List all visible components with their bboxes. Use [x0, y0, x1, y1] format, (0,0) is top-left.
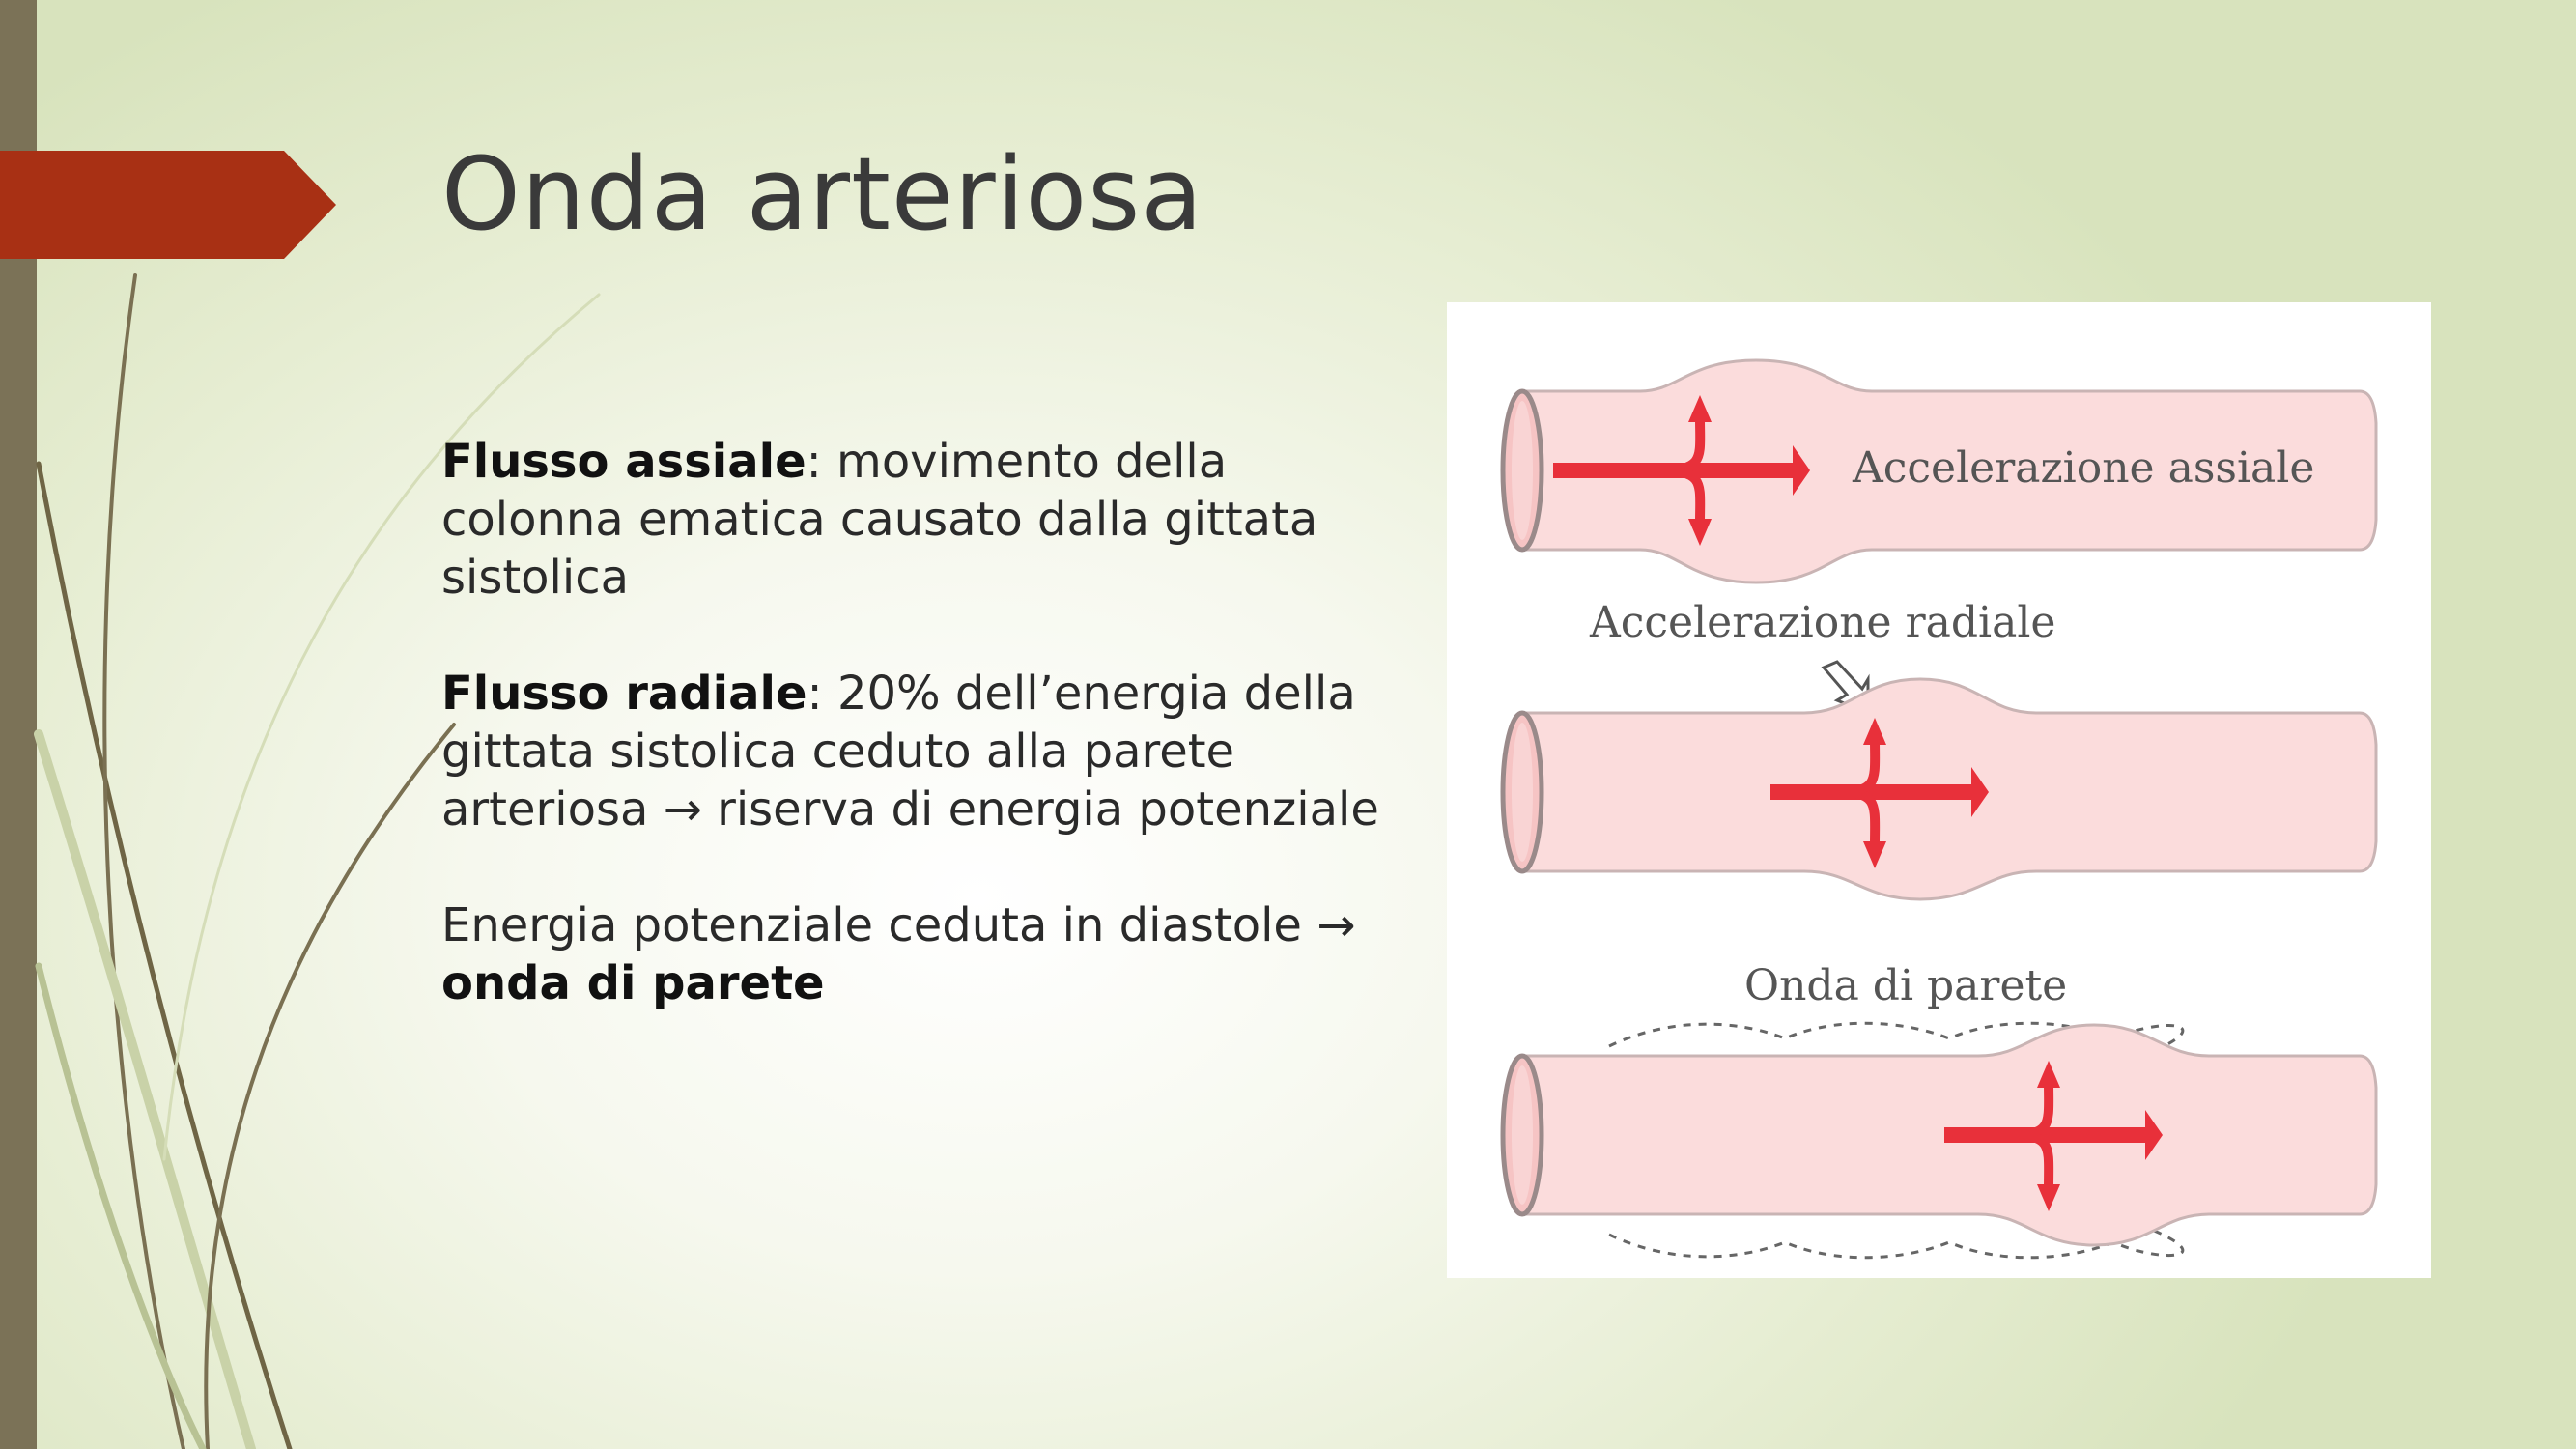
arterial-wave-figure [1447, 302, 2431, 1278]
vessel-radial [1503, 679, 2376, 899]
page-title: Onda arteriosa [441, 135, 1204, 253]
grass-stroke-2 [104, 275, 184, 1449]
term-wall-wave: onda di parete [441, 956, 825, 1010]
paragraph-radial-flow [441, 665, 1407, 838]
vessel-axial [1503, 360, 2376, 582]
body-text [441, 433, 1407, 1070]
term-radial-flow: Flusso radiale [441, 667, 807, 721]
text-radial-flow: : 20% dell’energia della gittata sistolica ceduto alla parete arteriosa → riserva di energia potenziale [441, 667, 1379, 837]
title-accent-arrow [0, 0, 348, 270]
label-radial-acceleration: Accelerazione radiale [1590, 598, 2056, 647]
grass-stroke-5 [206, 724, 454, 1449]
label-axial-acceleration: Accelerazione assiale [1853, 443, 2315, 493]
label-wall-wave: Onda di parete [1744, 961, 2068, 1010]
paragraph-wall-wave [441, 896, 1407, 1012]
grass-stroke-1 [39, 464, 290, 1449]
paragraph-axial-flow [441, 433, 1407, 607]
term-axial-flow: Flusso assiale [441, 435, 807, 489]
vessel-wall-wave [1503, 1025, 2376, 1245]
text-axial-flow: : movimento della colonna ematica causato dalla gittata sistolica [441, 435, 1318, 605]
text-wall-wave: Energia potenziale ceduta in diastole → [441, 898, 1356, 952]
